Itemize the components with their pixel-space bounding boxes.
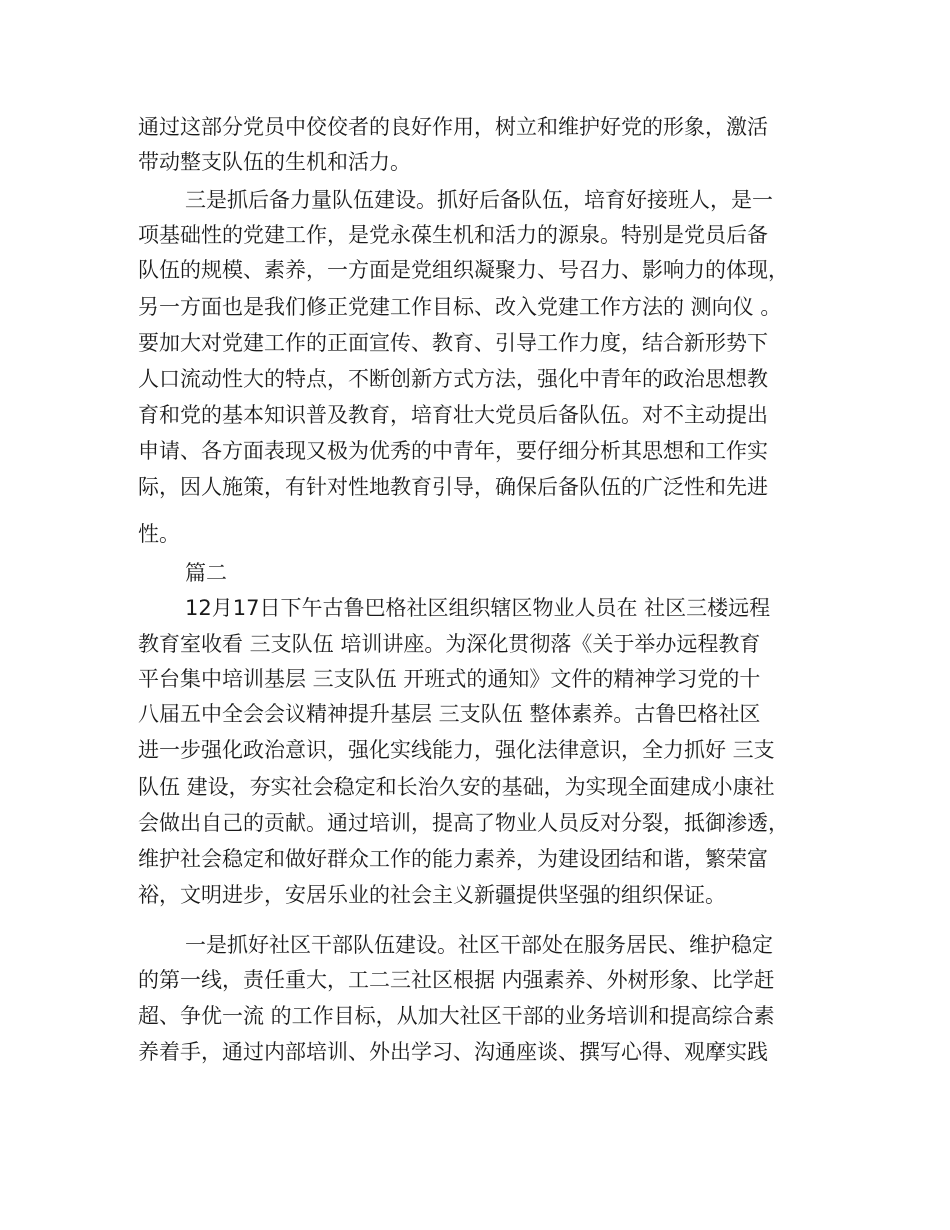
text-line: 会做出自己的贡献。通过培训，提高了物业人员反对分裂，抵御渗透， (138, 811, 789, 835)
text-line: 申请、各方面表现又极为优秀的中青年，要仔细分析其思想和工作实 (138, 439, 768, 463)
text-line: 教育室收看 三支队伍 培训讲座。为深化贯彻落《关于举办远程教育 (138, 632, 761, 656)
text-line: 进一步强化政治意识，强化实线能力，强化法律意识，全力抓好 三支 (138, 738, 775, 762)
text-line: 人口流动性大的特点，不断创新方式方法，强化中青年的政治思想教 (138, 367, 768, 391)
text-line: 的第一线，责任重大，工二三社区根据 内强素养、外树形象、比学赶 (138, 968, 775, 992)
paragraph-first-line: 12月17日下午古鲁巴格社区组织辖区物业人员在 社区三楼远程 (185, 596, 771, 620)
text-line: 性。 (138, 522, 180, 546)
text-line: 队伍的规模、素养，一方面是党组织凝聚力、号召力、影响力的体现， (138, 258, 789, 282)
text-line: 要加大对党建工作的正面宣传、教育、引导工作力度，结合新形势下 (138, 331, 768, 355)
text-line: 养着手，通过内部培训、外出学习、沟通座谈、撰写心得、观摩实践 (138, 1040, 768, 1064)
text-line: 维护社会稳定和做好群众工作的能力素养，为建设团结和谐，繁荣富 (138, 847, 768, 871)
text-line: 队伍 建设，夯实社会稳定和长治久安的基础，为实现全面建成小康社 (138, 775, 775, 799)
text-line: 八届五中全会会议精神提升基层 三支队伍 整体素养。古鲁巴格社区 (138, 702, 761, 726)
text-line: 另一方面也是我们修正党建工作目标、改入党建工作方法的 测向仪 。 (138, 295, 782, 319)
text-line: 平台集中培训基层 三支队伍 开班式的通知》文件的精神学习党的十 (138, 667, 761, 691)
text-line: 裕，文明进步，安居乐业的社会主义新疆提供坚强的组织保证。 (138, 883, 726, 907)
section-heading: 篇二 (185, 561, 227, 585)
text-line: 通过这部分党员中佼佼者的良好作用，树立和维护好党的形象，激活 (138, 115, 768, 139)
text-line: 超、争优一流 的工作目标，从加大社区干部的业务培训和提高综合素 (138, 1004, 775, 1028)
text-line: 育和党的基本知识普及教育，培育壮大党员后备队伍。对不主动提出 (138, 403, 768, 427)
paragraph-first-line: 一是抓好社区干部队伍建设。社区干部处在服务居民、维护稳定 (185, 933, 773, 957)
text-line: 项基础性的党建工作，是党永葆生机和活力的源泉。特别是党员后备 (138, 223, 768, 247)
paragraph-first-line: 三是抓后备力量队伍建设。抓好后备队伍，培育好接班人，是一 (185, 188, 773, 212)
text-line: 际，因人施策，有针对性地教育引导，确保后备队伍的广泛性和先进 (138, 475, 768, 499)
text-line: 带动整支队伍的生机和活力。 (138, 150, 411, 174)
